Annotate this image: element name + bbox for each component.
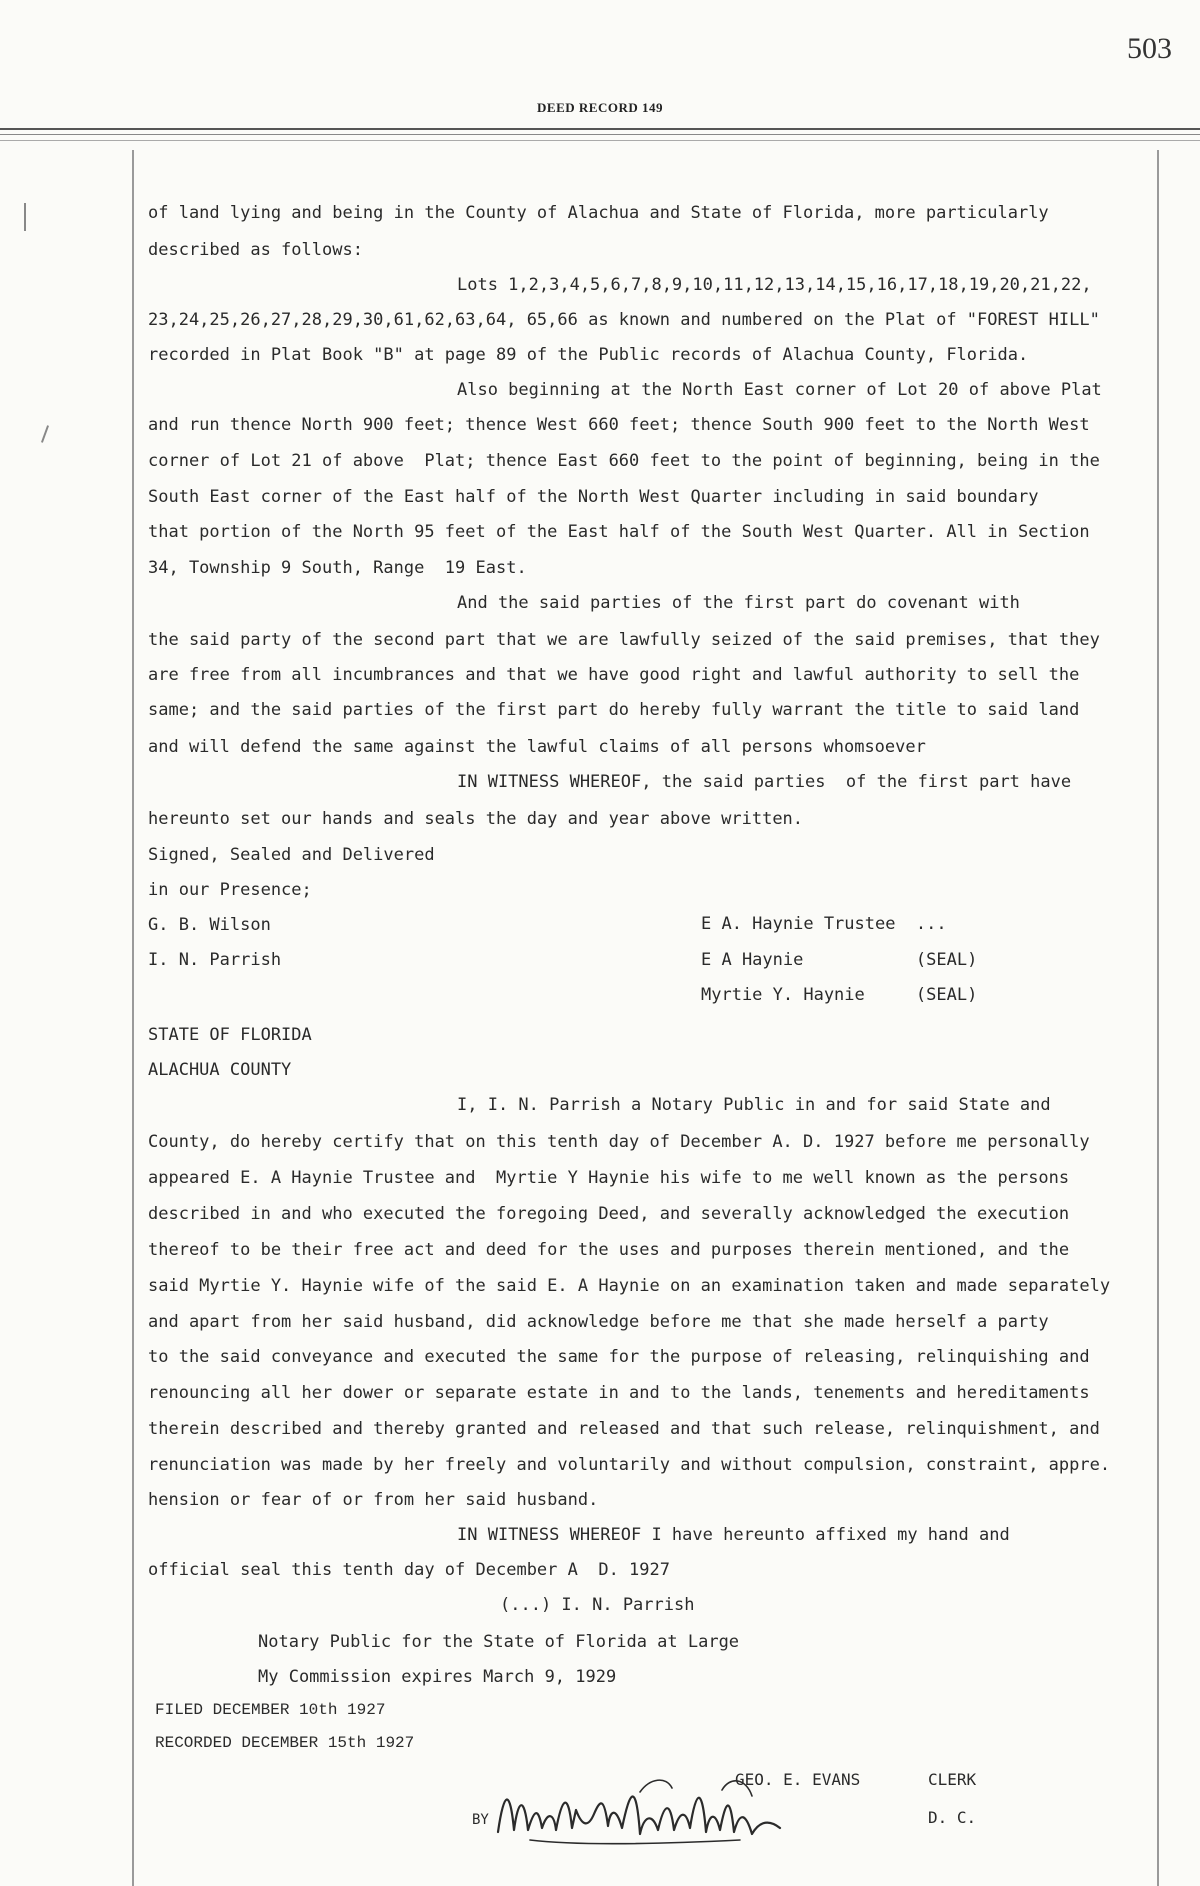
grantor-signature-line: E A. Haynie Trustee ...	[701, 914, 947, 934]
text-line: same; and the said parties of the first part do hereby fully warrant the title to said land	[148, 700, 1080, 720]
text-line: Lots 1,2,3,4,5,6,7,8,9,10,11,12,13,14,15,16,17,18,19,20,21,22,	[457, 275, 1092, 295]
text-line: And the said parties of the first part do covenant with	[457, 593, 1020, 613]
witness-name: I. N. Parrish	[148, 950, 282, 970]
grantor-signature-line: E A Haynie (SEAL)	[701, 950, 978, 970]
text-line: corner of Lot 21 of above Plat; thence East 660 feet to the point of beginning, being in the	[148, 451, 1100, 471]
text-line: recorded in Plat Book "B" at page 89 of the Public records of Alachua County, Florida.	[148, 345, 1029, 365]
text-line: I, I. N. Parrish a Notary Public in and for said State and	[457, 1095, 1051, 1115]
deputy-clerk-signature	[490, 1770, 830, 1860]
text-line: described as follows:	[148, 240, 363, 260]
notary-commission: My Commission expires March 9, 1929	[258, 1667, 617, 1687]
notary-signature: (...) I. N. Parrish	[500, 1595, 695, 1615]
recorded-stamp: RECORDED DECEMBER 15th 1927	[155, 1734, 415, 1752]
text-line: therein described and thereby granted and released and that such release, relinquishment, and	[148, 1419, 1100, 1439]
text-line: renunciation was made by her freely and voluntarily and without compulsion, constraint, appre.	[148, 1455, 1111, 1475]
text-line: to the said conveyance and executed the same for the purpose of releasing, relinquishing and	[148, 1347, 1090, 1367]
page-number: 503	[1127, 32, 1172, 65]
text-line: South East corner of the East half of the North West Quarter including in said boundary	[148, 487, 1039, 507]
text-line: County, do hereby certify that on this tenth day of December A. D. 1927 before me personally	[148, 1132, 1090, 1152]
text-line: hereunto set our hands and seals the day and year above written.	[148, 809, 804, 829]
text-line: in our Presence;	[148, 880, 312, 900]
deputy-clerk-title: D. C.	[928, 1808, 977, 1827]
text-line: that portion of the North 95 feet of the East half of the South West Quarter. All in Section	[148, 522, 1090, 542]
by-label: BY	[472, 1812, 489, 1828]
margin-mark	[24, 203, 26, 231]
text-line: 23,24,25,26,27,28,29,30,61,62,63,64, 65,66 as known and numbered on the Plat of "FOREST HILL"	[148, 310, 1100, 330]
witness-name: G. B. Wilson	[148, 915, 271, 935]
header-rule-middle	[0, 134, 1200, 135]
text-line: IN WITNESS WHEREOF, the said parties of the first part have	[457, 772, 1072, 792]
filed-stamp: FILED DECEMBER 10th 1927	[155, 1701, 386, 1719]
text-line: and apart from her said husband, did acknowledge before me that she made herself a party	[148, 1312, 1049, 1332]
text-line: renouncing all her dower or separate estate in and to the lands, tenements and hereditaments	[148, 1383, 1090, 1403]
text-line: 34, Township 9 South, Range 19 East.	[148, 558, 527, 578]
clerk-name: GEO. E. EVANS	[735, 1770, 861, 1789]
text-line: the said party of the second part that we are lawfully seized of the said premises, that they	[148, 630, 1100, 650]
text-line: are free from all incumbrances and that we have good right and lawful authority to sell the	[148, 665, 1080, 685]
text-line: IN WITNESS WHEREOF I have hereunto affixed my hand and	[457, 1525, 1010, 1545]
text-line: official seal this tenth day of December A D. 1927	[148, 1560, 670, 1580]
text-line: Signed, Sealed and Delivered	[148, 845, 435, 865]
venue-county: ALACHUA COUNTY	[148, 1060, 292, 1080]
page-header-title: DEED RECORD 149	[537, 100, 663, 115]
notary-title: Notary Public for the State of Florida at Large	[258, 1632, 740, 1652]
right-margin-line	[1157, 150, 1159, 1886]
grantor-signature-line: Myrtie Y. Haynie (SEAL)	[701, 985, 978, 1005]
text-line: and run thence North 900 feet; thence West 660 feet; thence South 900 feet to the North West	[148, 415, 1090, 435]
left-margin-line	[132, 150, 134, 1886]
text-line: appeared E. A Haynie Trustee and Myrtie Y Haynie his wife to me well known as the persons	[148, 1168, 1070, 1188]
header-rule-bottom	[0, 140, 1200, 141]
text-line: said Myrtie Y. Haynie wife of the said E. A Haynie on an examination taken and made separately	[148, 1276, 1111, 1296]
clerk-title: CLERK	[928, 1770, 977, 1789]
text-line: hension or fear of or from her said husband.	[148, 1490, 599, 1510]
text-line: and will defend the same against the lawful claims of all persons whomsoever	[148, 737, 926, 757]
venue-state: STATE OF FLORIDA	[148, 1025, 312, 1045]
text-line: of land lying and being in the County of Alachua and State of Florida, more particularly	[148, 203, 1049, 223]
text-line: described in and who executed the foregoing Deed, and severally acknowledged the execution	[148, 1204, 1070, 1224]
text-line: thereof to be their free act and deed for the uses and purposes therein mentioned, and the	[148, 1240, 1070, 1260]
text-line: Also beginning at the North East corner of Lot 20 of above Plat	[457, 380, 1102, 400]
header-rule-top	[0, 128, 1200, 130]
margin-mark	[41, 425, 49, 443]
